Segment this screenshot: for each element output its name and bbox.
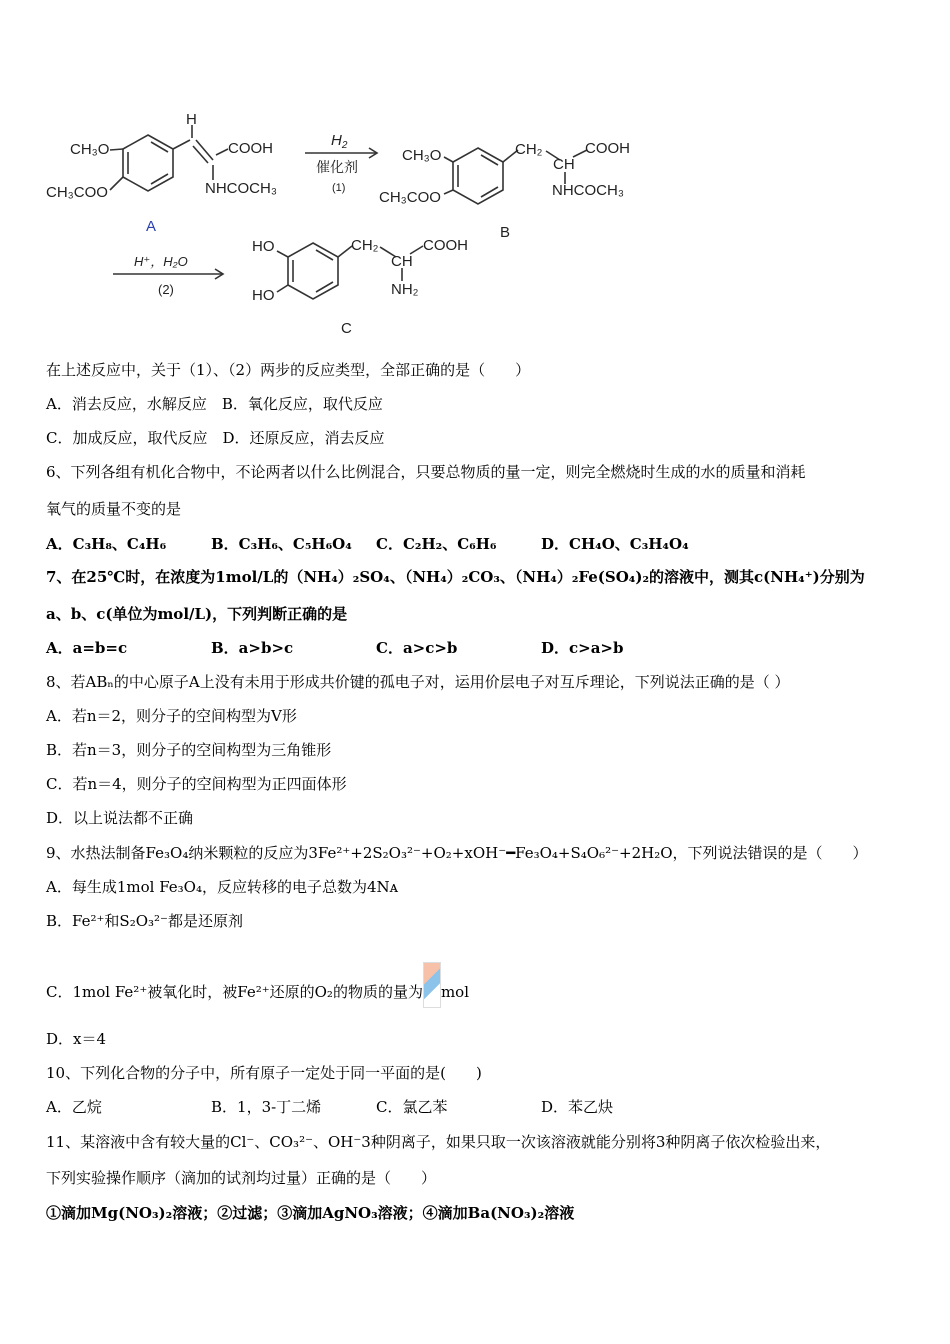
ring-c <box>288 243 338 299</box>
q7-stem-1: 7、在25℃时，在浓度为1mol/L的（NH₄）₂SO₄、（NH₄）₂CO₃、（NH₄）₂Fe(SO₄)₂的溶液中，测其c(NH₄⁺)分别为 <box>46 568 865 586</box>
b-nhcoch3: NHCOCH₃ <box>552 182 624 199</box>
q8-option-c: C．若n＝4，则分子的空间构型为正四面体形 <box>46 775 347 793</box>
step2-reagent: H⁺，H₂O <box>134 254 188 269</box>
b-och3: CH₃O <box>402 147 442 164</box>
c-cooh: COOH <box>423 237 468 254</box>
q9-option-c-unit: mol <box>440 983 470 1001</box>
q7-stem-2: a、b、c(单位为mol/L)，下列判断正确的是 <box>46 605 348 623</box>
q10-stem: 10、下列化合物的分子中，所有原子一定处于同一平面的是( ) <box>46 1064 482 1082</box>
q6-stem-2: 氧气的质量不变的是 <box>46 500 182 518</box>
reaction-scheme <box>0 0 950 345</box>
label-b: B <box>500 224 511 241</box>
c-ch2: CH₂ <box>351 237 379 254</box>
q10-option-d: D．苯乙炔 <box>541 1098 614 1116</box>
a-cooh: COOH <box>228 140 273 157</box>
ring-b <box>453 148 503 204</box>
q6-option-a: A．C₃H₈、C₄H₆ <box>46 535 167 553</box>
q7-option-a: A．a=b=c <box>46 639 128 657</box>
q10-option-c: C．氯乙苯 <box>376 1098 448 1116</box>
step1-h: $H_2$ <box>331 132 348 151</box>
broken-fraction-image-icon <box>423 962 441 1008</box>
c-ho2: HO <box>252 287 275 304</box>
a-nhcoch3: NHCOCH₃ <box>205 180 277 197</box>
q10-option-a: A．乙烷 <box>46 1098 102 1116</box>
q5-options-ab: A．消去反应，水解反应 B．氧化反应，取代反应 <box>46 395 383 413</box>
q9-option-d: D．x＝4 <box>46 1030 107 1048</box>
q8-option-b: B．若n＝3，则分子的空间构型为三角锥形 <box>46 741 332 759</box>
b-ch: CH <box>553 156 575 173</box>
q5-options-cd: C．加成反应，取代反应 D．还原反应，消去反应 <box>46 429 385 447</box>
q11-operations: ①滴加Mg(NO₃)₂溶液；②过滤；③滴加AgNO₃溶液；④滴加Ba(NO₃)₂溶液 <box>46 1204 575 1222</box>
q6-stem-1: 6、下列各组有机化合物中，不论两者以什么比例混合，只要总物质的量一定，则完全燃烧时生成的水的质量和消耗 <box>46 463 806 481</box>
q6-option-d: D．CH₄O、C₃H₄O₄ <box>541 535 689 553</box>
q5-stem: 在上述反应中，关于（1）、（2）两步的反应类型，全部正确的是（ ） <box>46 361 531 379</box>
q7-option-b: B．a>b>c <box>211 639 294 657</box>
b-cooh: COOH <box>585 140 630 157</box>
q9-option-c <box>46 970 469 1016</box>
step2-num: (2) <box>158 282 174 297</box>
q10-options <box>46 1097 613 1117</box>
label-c: C <box>341 320 352 337</box>
q9-stem: 9、水热法制备Fe₃O₄纳米颗粒的反应为3Fe²⁺+2S₂O₃²⁻+O₂+xOH⁻━Fe₃O₄+S₄O₆²⁻+2H₂O，下列说法错误的是（ ） <box>46 844 868 862</box>
q8-option-a: A．若n＝2，则分子的空间构型为V形 <box>46 707 297 725</box>
q8-option-d: D．以上说法都不正确 <box>46 809 194 827</box>
q6-option-b: B．C₃H₆、C₅H₆O₄ <box>211 535 352 553</box>
q9-option-b: B．Fe²⁺和S₂O₃²⁻都是还原剂 <box>46 912 243 930</box>
q9-option-c-text: C．1mol Fe²⁺被氧化时，被Fe²⁺还原的O₂的物质的量为 <box>46 983 423 1001</box>
q11-stem-1: 11、某溶液中含有较大量的Cl⁻、CO₃²⁻、OH⁻3种阴离子，如果只取一次该溶液就能分别将3种阴离子依次检验出来， <box>46 1133 831 1151</box>
step1-num: (1) <box>332 182 346 194</box>
b-ch2: CH₂ <box>515 141 543 158</box>
a-och3: CH₃O <box>70 141 110 158</box>
q6-option-c: C．C₂H₂、C₆H₆ <box>376 535 497 553</box>
q6-options <box>46 534 689 554</box>
atom-h: H <box>186 111 197 128</box>
b-ococh3: CH₃COO <box>379 189 441 206</box>
q7-options <box>46 638 624 658</box>
q8-stem: 8、若ABₙ的中心原子A上没有未用于形成共价键的孤电子对，运用价层电子对互斥理论，下列说法正确的是（ ） <box>46 673 790 691</box>
q9-option-a: A．每生成1mol Fe₃O₄，反应转移的电子总数为4Nᴀ <box>46 878 399 896</box>
c-nh2: NH₂ <box>391 281 419 298</box>
step1-catalyst: 催化剂 <box>316 159 358 175</box>
q7-option-d: D．c>a>b <box>541 639 624 657</box>
q11-stem-2: 下列实验操作顺序（滴加的试剂均过量）正确的是（ ） <box>46 1169 437 1187</box>
c-ho1: HO <box>252 238 275 255</box>
c-ch: CH <box>391 253 413 270</box>
q10-option-b: B．1，3-丁二烯 <box>211 1098 322 1116</box>
ring-a <box>123 135 173 191</box>
a-ococh3: CH₃COO <box>46 184 108 201</box>
q7-option-c: C．a>c>b <box>376 639 458 657</box>
label-a: A <box>146 218 157 235</box>
